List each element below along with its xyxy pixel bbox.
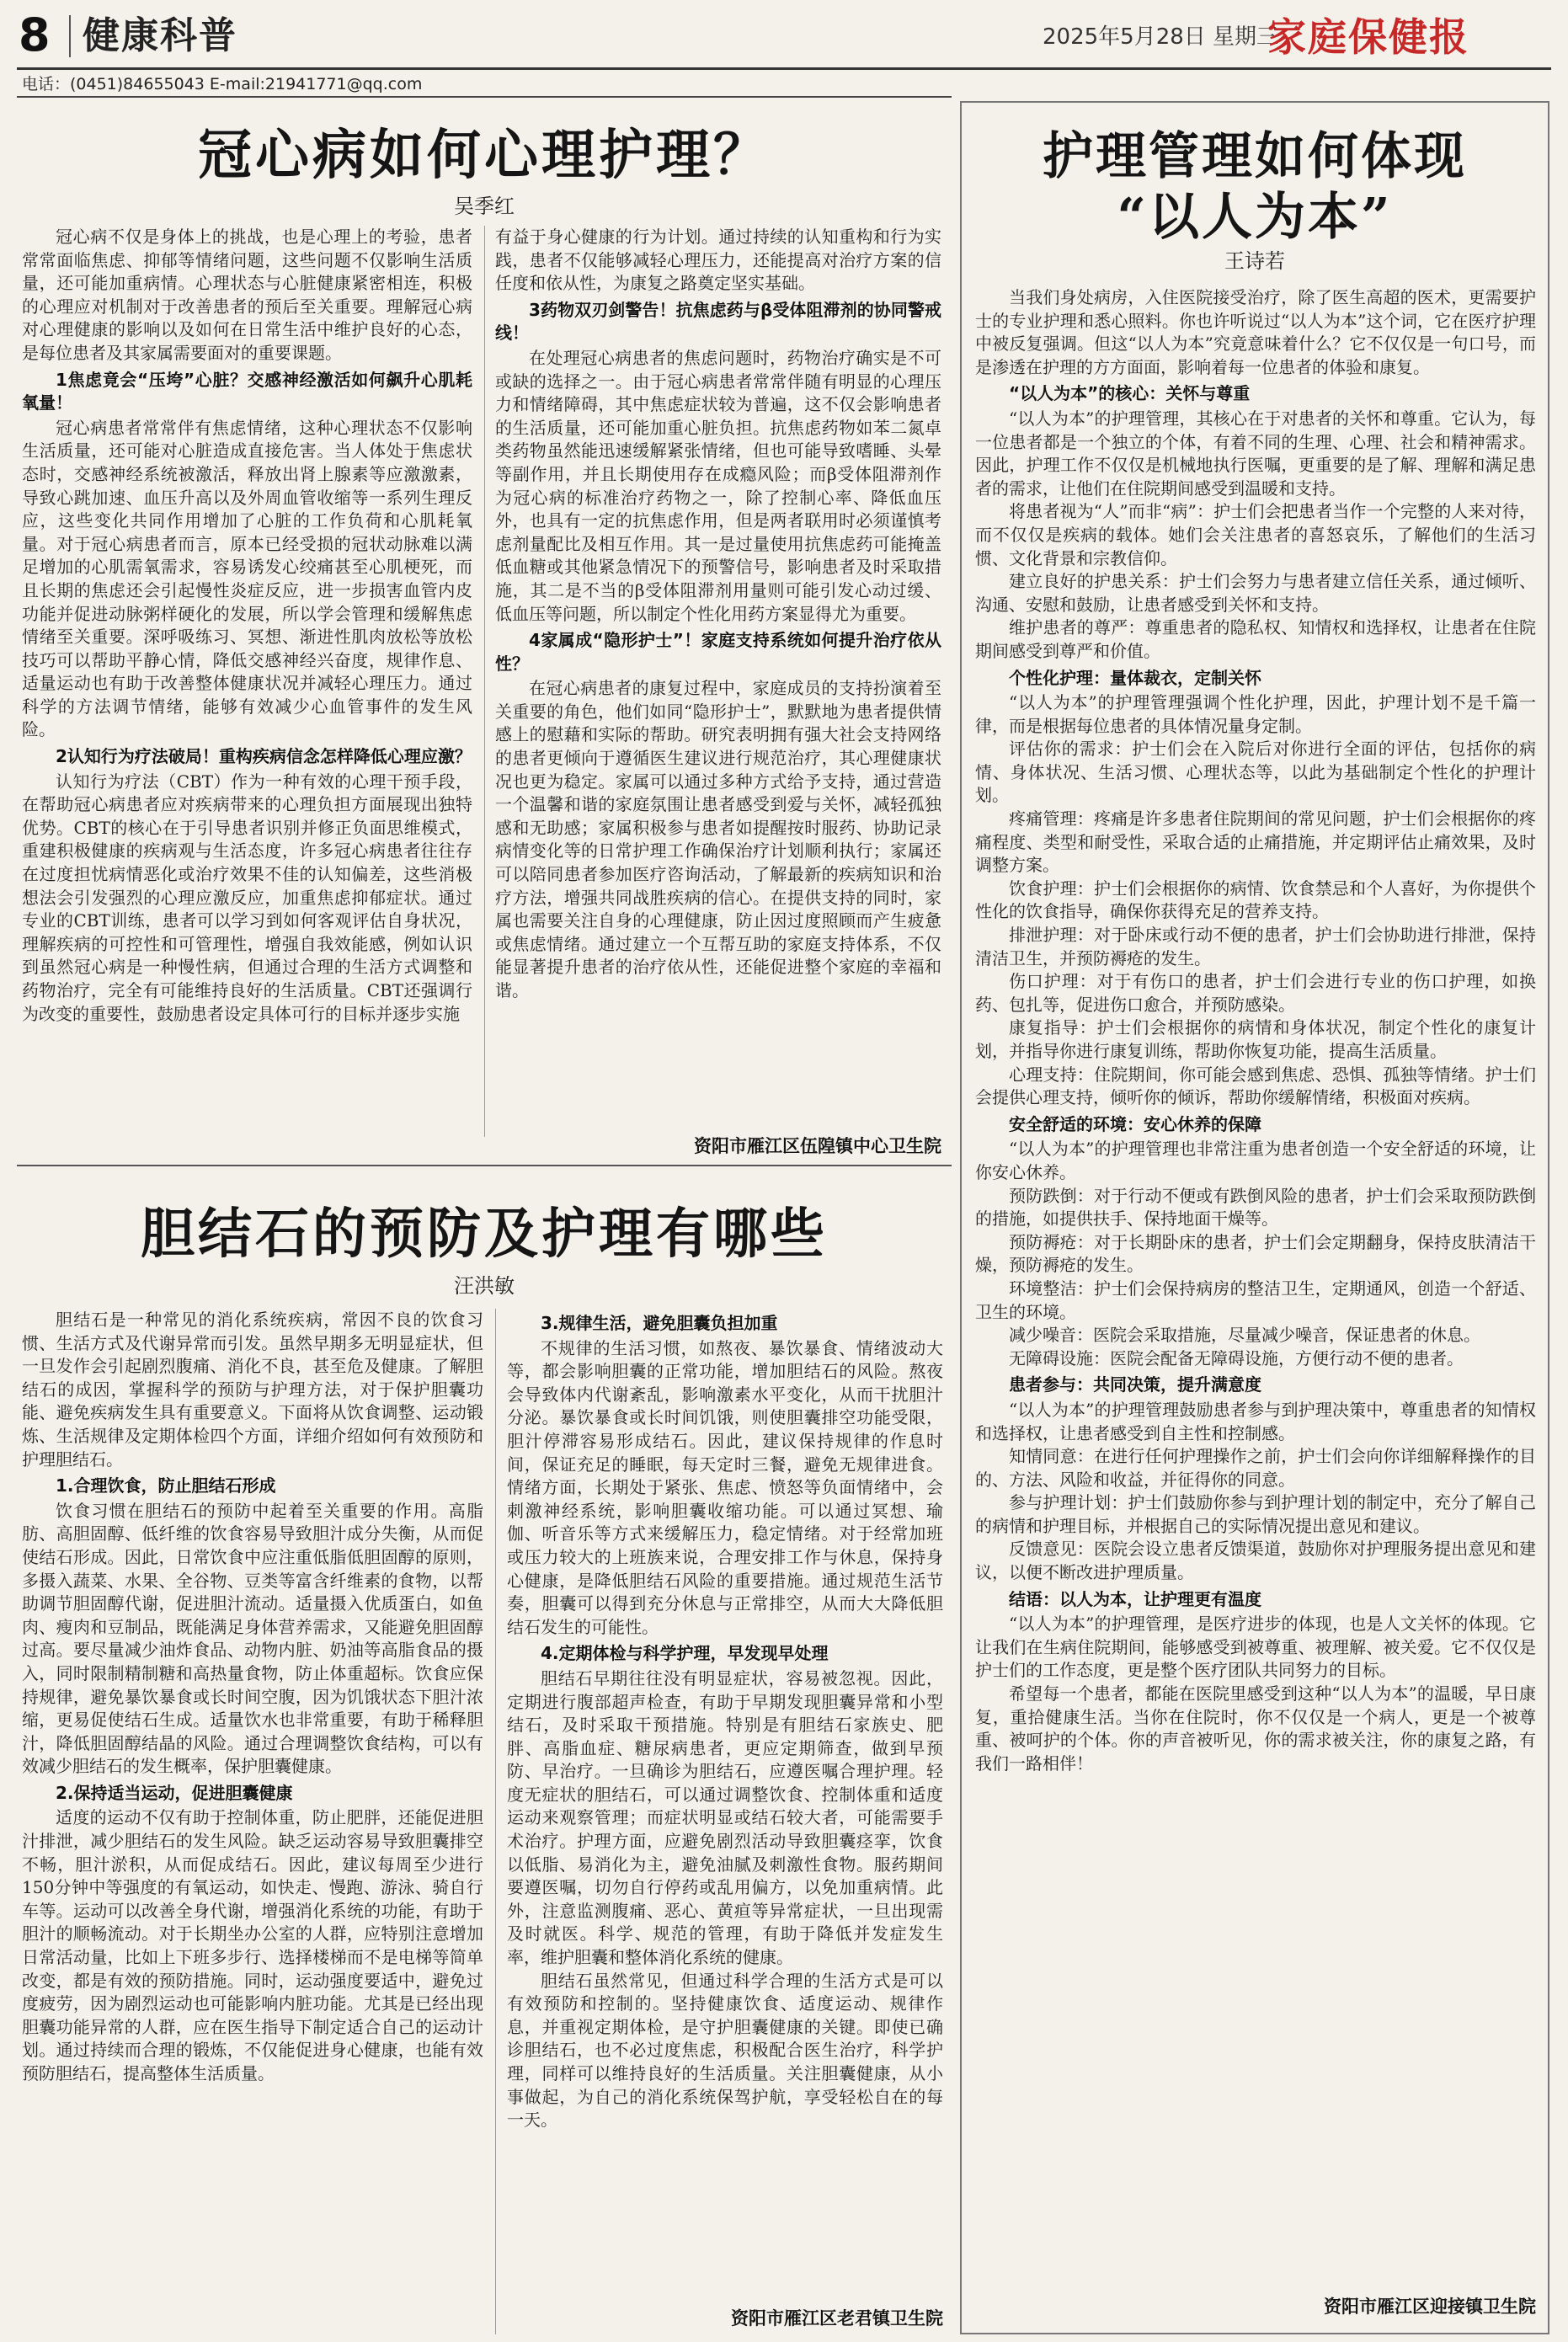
paragraph: 知情同意：在进行任何护理操作之前，护士们会向你详细解释操作的目的、方法、风险和收益，并征得你的同意。 bbox=[975, 1446, 1536, 1490]
paragraph: “以人为本”的护理管理，是医疗进步的体现，也是人文关怀的体现。它让我们在生病住院期间，能够感受到被尊重、被理解、被关爱。它不仅仅是护士们的工作态度，更是整个医疗团队共同努力的目标。 bbox=[975, 1614, 1536, 1681]
paragraph: 冠心病不仅是身体上的挑战，也是心理上的考验，患者常常面临焦虑、抑郁等情绪问题，这些问题不仅影响生活质量，还可能加重病情。心理状态与心脏健康紧密相连，积极的心理应对机制对于改善患者的预后至关重要。理解冠心病对心理健康的影响以及如何在日常生活中维护良好的心态，是每位患者及其家属需要面对的重要课题。 bbox=[22, 227, 472, 363]
paragraph: 饮食护理：护士们会根据你的病情、饮食禁忌和个人喜好，为你提供个性化的饮食指导，确保你获得充足的营养支持。 bbox=[975, 878, 1536, 922]
paragraph: 当我们身处病房，入住医院接受治疗，除了医生高超的医术，更需要护士的专业护理和悉心照料。你也许听说过“以人为本”这个词，它在医疗护理中被反复强调。但这“以人为本”究竟意味着什么？它不仅仅是一句口号，而是渗透在护理的方方面面，影响着每一位患者的体验和康复。 bbox=[975, 287, 1536, 377]
paragraph: 减少噪音：医院会采取措施，尽量减少噪音，保证患者的休息。 bbox=[1009, 1325, 1480, 1346]
article2-org: 资阳市雁江区老君镇卫生院 bbox=[731, 2308, 943, 2329]
article1-org: 资阳市雁江区伍隍镇中心卫生院 bbox=[694, 1136, 941, 1156]
paragraph: 适度的运动不仅有助于控制体重，防止肥胖，还能促进胆汁排泄，减少胆结石的发生风险。缺乏运动容易导致胆囊排空不畅，胆汁淤积，从而促成结石。因此，建议每周至少进行150分钟中等强度的有氧运动，如快走、慢跑、游泳、骑自行车等。运动可以改善全身代谢，增强消化系统的功能，有助于胆汁的顺畅流动。对于长期坐办公室的人群，应特别注意增加日常活动量，比如上下班多步行、选择楼梯而不是电梯等简单改变，都是有效的预防措施。同时，运动强度要适中，避免过度疲劳，因为剧烈运动也可能影响内脏功能。尤其是已经出现胆囊功能异常的人群，应在医生指导下制定适合自己的运动计划。通过持续而合理的锻炼，不仅能促进身心健康，也能有效预防胆结石，提高整体生活质量。 bbox=[22, 1807, 483, 2083]
article1-column-2 bbox=[495, 226, 941, 1125]
newspaper-name: 家庭保健报 bbox=[1267, 14, 1469, 60]
subheading: 2.保持适当运动，促进胆囊健康 bbox=[56, 1782, 293, 1803]
paragraph: 排泄护理：对于卧床或行动不便的患者，护士们会协助进行排泄，保持清洁卫生，并预防褥疮的发生。 bbox=[975, 925, 1536, 968]
paragraph: 建立良好的护患关系：护士们会努力与患者建立信任关系，通过倾听、沟通、安慰和鼓励，让患者感受到关怀和支持。 bbox=[975, 571, 1536, 615]
page-number: 8 bbox=[19, 8, 51, 61]
section-title: 健康科普 bbox=[83, 14, 237, 57]
subheading: 患者参与：共同决策，提升满意度 bbox=[1009, 1374, 1261, 1395]
paragraph: “以人为本”的护理管理也非常注重为患者创造一个安全舒适的环境，让你安心休养。 bbox=[975, 1139, 1536, 1182]
header-divider bbox=[69, 15, 71, 57]
article1-title: 冠心病如何心理护理？ bbox=[198, 124, 771, 187]
paragraph: 康复指导：护士们会根据你的病情和身体状况，制定个性化的康复计划，并指导你进行康复训练，帮助你恢复功能，提高生活质量。 bbox=[975, 1017, 1536, 1061]
subheading: 1焦虑竟会“压垮”心脏？交感神经激活如何飙升心肌耗氧量！ bbox=[22, 369, 472, 413]
subheading: 3药物双刃剑警告！抗焦虑药与β受体阻滞剂的协同警戒线！ bbox=[495, 299, 941, 344]
paragraph: 预防褥疮：对于长期卧床的患者，护士们会定期翻身，保持皮肤清洁干燥，预防褥疮的发生。 bbox=[975, 1231, 1536, 1276]
article2-author: 汪洪敏 bbox=[454, 1274, 515, 1298]
paragraph: 在冠心病患者的康复过程中，家庭成员的支持扮演着至关重要的角色，他们如同“隐形护士”，默默地为患者提供情感上的慰藉和实际的帮助。研究表明拥有强大社会支持网络的患者更倾向于遵循医生建议进行规范治疗，其心理健康状况也更为稳定。家属可以通过多种方式给予支持，通过营造一个温馨和谐的家庭氛围让患者感受到爱与关怀，减轻孤独感和无助感；家属积极参与患者如提醒按时服药、协助记录病情变化等的日常护理工作确保治疗计划顺利执行；家属还可以陪同患者参加医疗咨询活动，了解最新的疾病知识和治疗方法，增强共同战胜疾病的信心。在提供支持的同时，家属也需要关注自身的心理健康，防止因过度照顾而产生疲惫或焦虑情绪。通过建立一个互帮互助的家庭支持体系，不仅能显著提升患者的治疗依从性，还能促进整个家庭的幸福和谐。 bbox=[495, 678, 941, 1000]
paragraph: “以人为本”的护理管理鼓励患者参与到护理决策中，尊重患者的知情权和选择权，让患者感受到自主性和控制感。 bbox=[975, 1399, 1536, 1443]
paragraph: 预防跌倒：对于行动不便或有跌倒风险的患者，护士们会采取预防跌倒的措施，如提供扶手、保持地面干燥等。 bbox=[975, 1185, 1536, 1230]
subheading: 4家属成“隐形护士”！家庭支持系统如何提升治疗依从性？ bbox=[495, 630, 941, 674]
contact-info: 电话：(0451)84655043 E-mail:21941771@qq.com bbox=[22, 75, 423, 93]
article2-title: 胆结石的预防及护理有哪些 bbox=[141, 1203, 828, 1266]
paragraph: 将患者视为“人”而非“病”：护士们会把患者当作一个完整的人来对待，而不仅仅是疾病的载体。她们会关注患者的喜怒哀乐，了解他们的生活习惯、文化背景和宗教信仰。 bbox=[975, 501, 1536, 568]
subheading: “以人为本”的核心：关怀与尊重 bbox=[1009, 383, 1251, 404]
paragraph: 伤口护理：对于有伤口的患者，护士们会进行专业的伤口护理，如换药、包扎等，促进伤口愈合，并预防感染。 bbox=[975, 971, 1536, 1015]
article3-title-line1: 护理管理如何体现 bbox=[1043, 127, 1467, 186]
paragraph: 参与护理计划：护士们鼓励你参与到护理计划的制定中，充分了解自己的病情和护理目标，并根据自己的实际情况提出意见和建议。 bbox=[975, 1492, 1536, 1536]
paragraph: 希望每一个患者，都能在医院里感受到这种“以人为本”的温暖，早日康复，重拾健康生活。当你在住院时，你不仅仅是一个病人，更是一个被尊重、被呵护的个体。你的声音被听见，你的需求被关注，你的康复之路，有我们一路相伴！ bbox=[975, 1683, 1536, 1774]
paragraph: 认知行为疗法（CBT）作为一种有效的心理干预手段，在帮助冠心病患者应对疾病带来的心理负担方面展现出独特优势。CBT的核心在于引导患者识别并修正负面思维模式，重建积极健康的疾病观与生活态度，许多冠心病患者往往存在过度担忧病情恶化或治疗效果不佳的认知偏差，这些消极想法会引发强烈的心理应激反应，加重焦虑抑郁症状。通过专业的CBT训练，患者可以学习到如何客观评估自身状况，理解疾病的可控性和可管理性，增强自我效能感，例如认识到虽然冠心病是一种慢性病，但通过合理的生活方式调整和药物治疗，完全有可能维持良好的生活质量。CBT还强调行为改变的重要性，鼓励患者设定具体可行的目标并逐步实施 bbox=[22, 771, 472, 1024]
column-divider bbox=[484, 226, 485, 1137]
subheading: 个性化护理：量体裁衣，定制关怀 bbox=[1009, 667, 1261, 688]
subheading: 1.合理饮食，防止胆结石形成 bbox=[56, 1475, 276, 1496]
paragraph: 胆结石早期往往没有明显症状，容易被忽视。因此，定期进行腹部超声检查，有助于早期发现胆囊异常和小型结石，及时采取干预措施。特别是有胆结石家族史、肥胖、高脂血症、糖尿病患者，更应定期筛查，做到早预防、早治疗。一旦确诊为胆结石，应遵医嘱合理护理。轻度无症状的胆结石，可以通过调整饮食、控制体重和适度运动来观察管理；而症状明显或结石较大者，可能需要手术治疗。护理方面，应避免剧烈活动导致胆囊痉挛，饮食以低脂、易消化为主，避免油腻及刺激性食物。服药期间要遵医嘱，切勿自行停药或乱用偏方，以免加重病情。此外，注意监测腹痛、恶心、黄疸等异常症状，一旦出现需及时就医。科学、规范的管理，有助于降低并发症发生率，维护胆囊和整体消化系统的健康。 bbox=[507, 1667, 943, 1968]
paragraph: 在处理冠心病患者的焦虑问题时，药物治疗确实是不可或缺的选择之一。由于冠心病患者常常伴随有明显的心理压力和情绪障碍，其中焦虑症状较为普遍，这不仅会影响患者的生活质量，还可能加重心脏负担。抗焦虑药物如苯二氮卓类药物虽然能迅速缓解紧张情绪，但也可能导致嗜睡、头晕等副作用，并且长期使用存在成瘾风险；而β受体阻滞剂作为冠心病的标准治疗药物之一，除了控制心率、降低血压外，也具有一定的抗焦虑作用，但是两者联用时必须谨慎考虑剂量配比及相互作用。其一是过量使用抗焦虑药可能掩盖低血糖或其他紧急情况下的预警信号，影响患者及时采取措施，其二是不当的β受体阻滞剂用量则可能引发心动过缓、低血压等问题，所以制定个性化用药方案显得尤为重要。 bbox=[495, 347, 941, 624]
article-divider bbox=[17, 1165, 952, 1166]
paragraph: 胆结石是一种常见的消化系统疾病，常因不良的饮食习惯、生活方式及代谢异常而引发。虽然早期多无明显症状，但一旦发作会引起剧烈腹痛、消化不良，甚至危及健康。了解胆结石的成因，掌握科学的预防与护理方法，对于保护胆囊功能、避免疾病发生具有重要意义。下面将从饮食调整、运动锻炼、生活规律及定期体检四个方面，详细介绍如何有效预防和护理胆结石。 bbox=[22, 1310, 483, 1470]
paragraph: 心理支持：住院期间，你可能会感到焦虑、恐惧、孤独等情绪。护士们会提供心理支持，倾听你的倾诉，帮助你缓解情绪，积极面对疾病。 bbox=[975, 1064, 1536, 1108]
subheading: 安全舒适的环境：安心休养的保障 bbox=[1009, 1113, 1261, 1134]
article3-body bbox=[975, 286, 1536, 2291]
paragraph: 环境整洁：护士们会保持病房的整洁卫生，定期通风，创造一个舒适、卫生的环境。 bbox=[975, 1278, 1536, 1322]
article1-column-1 bbox=[22, 226, 472, 1137]
subheading: 结语：以人为本，让护理更有温度 bbox=[1009, 1588, 1261, 1609]
contact-rule bbox=[17, 96, 952, 98]
subheading: 3.规律生活，避免胆囊负担加重 bbox=[541, 1313, 778, 1333]
paragraph: 疼痛管理：疼痛是许多患者住院期间的常见问题，护士们会根据你的疼痛程度、类型和耐受性，采取合适的止痛措施，并定期评估止痛效果，及时调整方案。 bbox=[975, 808, 1536, 876]
article3-title-line2: “以人为本” bbox=[1117, 188, 1393, 247]
subheading: 2认知行为疗法破局！重构疾病信念怎样降低心理应激？ bbox=[56, 746, 472, 767]
column-divider bbox=[495, 1309, 496, 2334]
article3-org: 资阳市雁江区迎接镇卫生院 bbox=[1324, 2297, 1536, 2317]
header-rule bbox=[17, 67, 1551, 70]
paragraph: 维护患者的尊严：尊重患者的隐私权、知情权和选择权，让患者在住院期间感受到尊严和价值。 bbox=[975, 617, 1536, 661]
issue-date: 2025年5月28日 星期三 bbox=[1043, 24, 1279, 50]
paragraph: 不规律的生活习惯，如熬夜、暴饮暴食、情绪波动大等，都会影响胆囊的正常功能，增加胆结石的风险。熬夜会导致体内代谢紊乱，影响激素水平变化，从而干扰胆汁分泌。暴饮暴食或长时间饥饿，则使胆囊排空功能受限，胆汁停滞容易形成结石。因此，建议保持规律的作息时间，保证充足的睡眠，每天定时三餐，避免无规律进食。情绪方面，长期处于紧张、焦虑、愤怒等负面情绪中，会刺激神经系统，影响胆囊收缩功能。可以通过冥想、瑜伽、听音乐等方式来缓解压力，稳定情绪。对于经常加班或压力较大的上班族来说，合理安排工作与休息，保持身心健康，是降低胆结石风险的重要措施。通过规范生活节奏，胆囊可以得到充分休息与正常排空，从而大大降低胆结石发生的可能性。 bbox=[507, 1337, 943, 1637]
paragraph: “以人为本”的护理管理，其核心在于对患者的关怀和尊重。它认为，每一位患者都是一个独立的个体，有着不同的生理、心理、社会和精神需求。因此，护理工作不仅仅是机械地执行医嘱，更重要的是了解、理解和满足患者的需求，让他们在住院期间感受到温暖和支持。 bbox=[975, 408, 1536, 499]
article1-author: 吴季红 bbox=[454, 195, 515, 218]
paragraph: 评估你的需求：护士们会在入院后对你进行全面的评估，包括你的病情、身体状况、生活习惯、心理状态等，以此为基础制定个性化的护理计划。 bbox=[975, 739, 1536, 806]
article2-column-2 bbox=[507, 1309, 943, 2302]
article2-column-1 bbox=[22, 1309, 483, 2334]
paragraph: 反馈意见：医院会设立患者反馈渠道，鼓励你对护理服务提出意见和建议，以便不断改进护理质量。 bbox=[975, 1539, 1536, 1583]
paragraph: 饮食习惯在胆结石的预防中起着至关重要的作用。高脂肪、高胆固醇、低纤维的饮食容易导致胆汁成分失衡，从而促使结石形成。因此，日常饮食中应注重低脂低胆固醇的原则，多摄入蔬菜、水果、全谷物、豆类等富含纤维素的食物，以帮助调节胆固醇代谢，促进胆汁流动。适量摄入优质蛋白，如鱼肉、瘦肉和豆制品，既能满足身体营养需求，又能避免胆固醇过高。要尽量减少油炸食品、动物内脏、奶油等高脂食品的摄入，同时限制精制糖和高热量食物，防止体重超标。饮食应保持规律，避免暴饮暴食或长时间空腹，因为饥饿状态下胆汁浓缩，更易促使结石生成。适量饮水也非常重要，有助于稀释胆汁，降低胆固醇结晶的风险。通过合理调整饮食结构，可以有效减少胆结石的发生概率，保护胆囊健康。 bbox=[22, 1500, 483, 1777]
paragraph: “以人为本”的护理管理强调个性化护理，因此，护理计划不是千篇一律，而是根据每位患者的具体情况量身定制。 bbox=[975, 692, 1536, 736]
paragraph: 冠心病患者常常伴有焦虑情绪，这种心理状态不仅影响生活质量，还可能对心脏造成直接危害。当人体处于焦虑状态时，交感神经系统被激活，释放出肾上腺素等应激激素，导致心跳加速、血压升高以及外周血管收缩等一系列生理反应，这些变化共同作用增加了心脏的工作负荷和心肌耗氧量。对于冠心病患者而言，原本已经受损的冠状动脉难以满足增加的心肌需氧需求，容易诱发心绞痛甚至心肌梗死，而且长期的焦虑还会引起慢性炎症反应，进一步损害血管内皮功能并促进动脉粥样硬化的发展，所以学会管理和缓解焦虑情绪至关重要。深呼吸练习、冥想、渐进性肌肉放松等放松技巧可以帮助平静心情，降低交感神经兴奋度，规律作息、适量运动也有助于改善整体健康状况并减轻心理压力。通过科学的方法调节情绪，能够有效减少心血管事件的发生风险。 bbox=[22, 417, 472, 740]
subheading: 4.定期体检与科学护理，早发现早处理 bbox=[541, 1643, 829, 1664]
paragraph: 有益于身心健康的行为计划。通过持续的认知重构和行为实践，患者不仅能够减轻心理压力，还能提高对治疗方案的信任度和依从性，为康复之路奠定坚实基础。 bbox=[495, 227, 941, 294]
article3-author: 王诗若 bbox=[1224, 249, 1285, 273]
paragraph: 无障碍设施：医院会配备无障碍设施，方便行动不便的患者。 bbox=[1009, 1347, 1464, 1368]
paragraph: 胆结石虽然常见，但通过科学合理的生活方式是可以有效预防和控制的。坚持健康饮食、适度运动、规律作息，并重视定期体检，是守护胆囊健康的关键。即使已确诊胆结石，也不必过度焦虑，积极配合医生治疗，科学护理，同样可以维持良好的生活质量。关注胆囊健康，从小事做起，为自己的消化系统保驾护航，享受轻松自在的每一天。 bbox=[507, 1970, 943, 2131]
